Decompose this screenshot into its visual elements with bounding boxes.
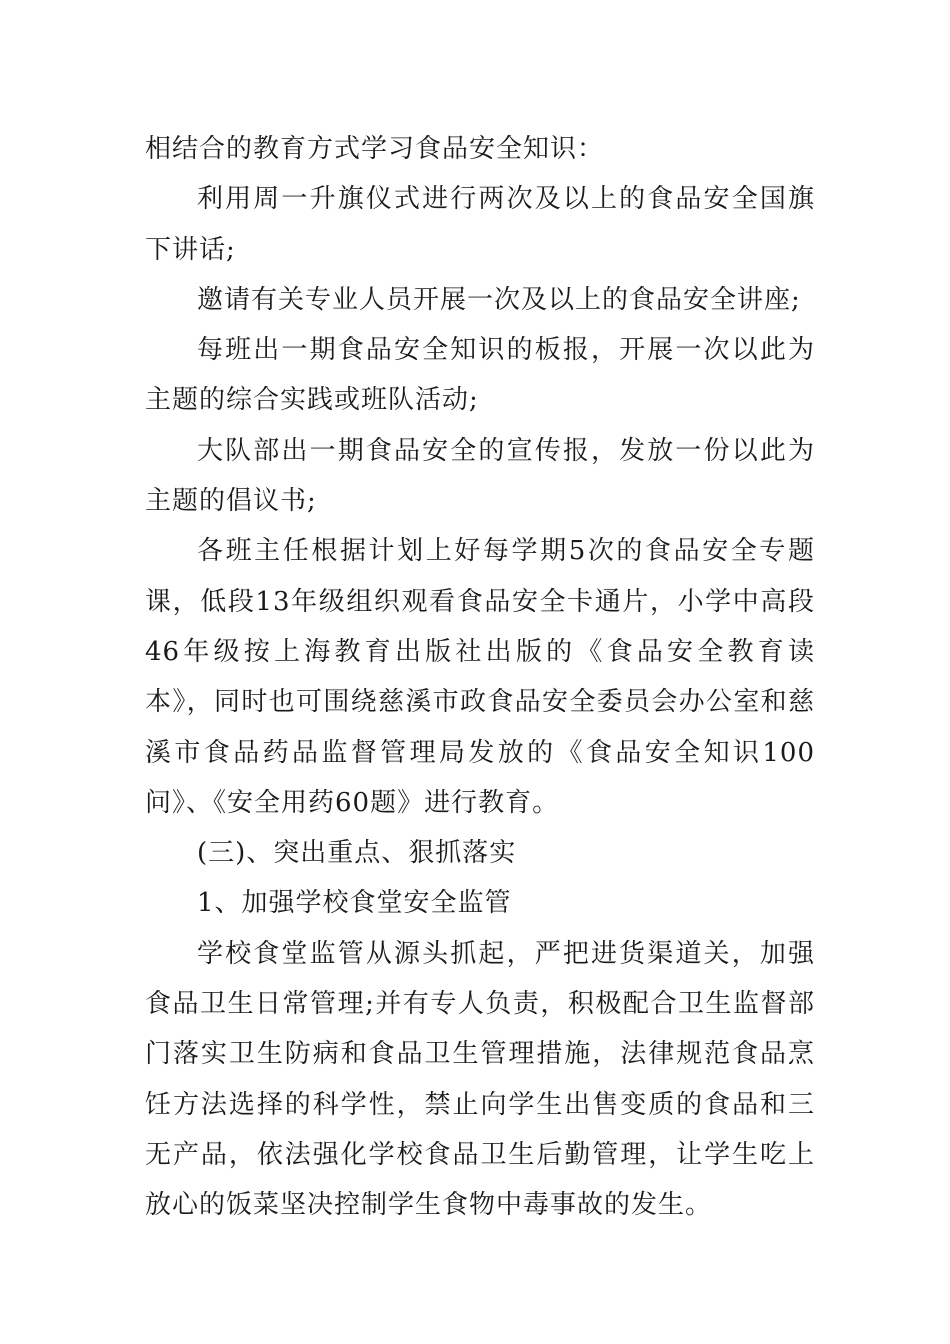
subsection-heading: 1、加强学校食堂安全监管 [197, 888, 512, 919]
paragraph: 邀请有关专业人员开展一次及以上的食品安全讲座; [197, 284, 801, 315]
paragraph: 每班出一期食品安全知识的板报，开展一次以此为主题的综合实践或班队活动; [145, 335, 815, 416]
paragraph: 各班主任根据计划上好每学期5次的食品安全专题课，低段13年级组织观看食品安全卡通片，小学中高段46年级按上海教育出版社出版的《食品安全教育读本》，同时也可围绕慈溪市政食品安全委员会办公室和慈溪市食品药品监督管理局发放的《食品安全知识100问》、《安全用药60题》进行教育。 [145, 536, 815, 818]
paragraph: 相结合的教育方式学习食品安全知识： [145, 134, 605, 164]
paragraph: 学校食堂监管从源头抓起，严把进货渠道关，加强食品卫生日常管理;并有专人负责，积极配合卫生监督部门落实卫生防病和食品卫生管理措施，法律规范食品烹饪方法选择的科学性，禁止向学生出售变质的食品和三无产品，依法强化学校食品卫生后勤管理，让学生吃上放心的饭菜坚决控制学生食物中毒事故的发生。 [145, 938, 815, 1221]
section-heading: (三)、突出重点、狠抓落实 [197, 838, 517, 869]
paragraph: 大队部出一期食品安全的宣传报，发放一份以此为主题的倡议书; [145, 435, 815, 517]
document-body [145, 124, 815, 1231]
paragraph: 利用周一升旗仪式进行两次及以上的食品安全国旗下讲话; [145, 184, 815, 265]
